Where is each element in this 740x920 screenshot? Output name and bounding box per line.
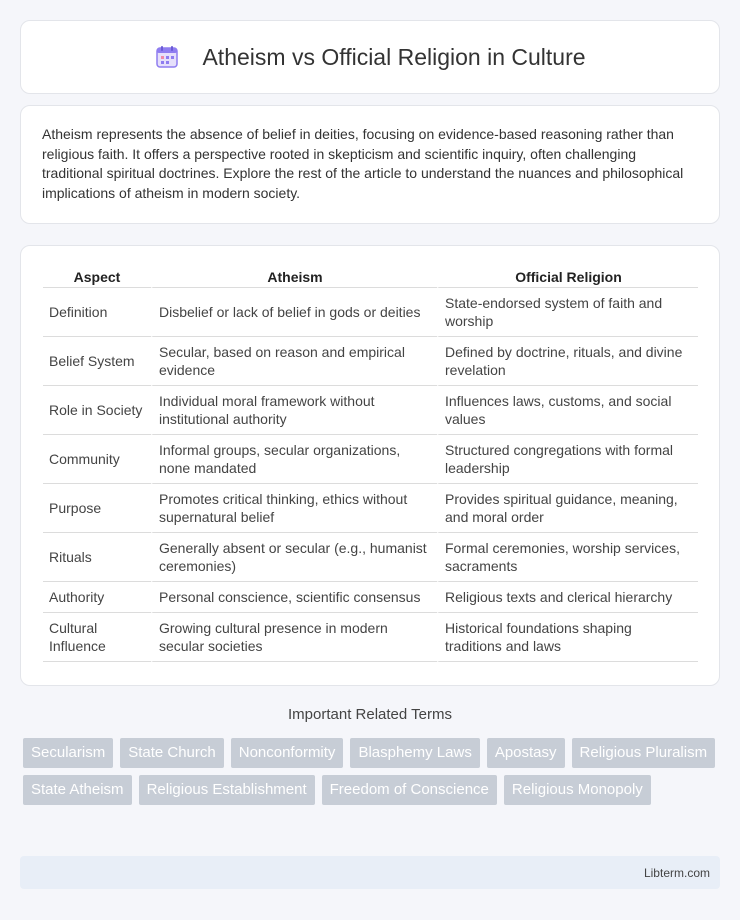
table-cell-official-religion: Religious texts and clerical hierarchy bbox=[437, 582, 698, 613]
table-cell-atheism: Generally absent or secular (e.g., humanist ceremonies) bbox=[151, 533, 437, 582]
comparison-table bbox=[43, 266, 698, 662]
table-cell-atheism: Promotes critical thinking, ethics without supernatural belief bbox=[151, 484, 437, 533]
table-cell-aspect: Authority bbox=[43, 582, 151, 613]
table-cell-official-religion: Formal ceremonies, worship services, sacraments bbox=[437, 533, 698, 582]
related-term-tag[interactable]: Religious Establishment bbox=[139, 775, 315, 805]
table-row bbox=[43, 337, 698, 386]
table-cell-aspect: Belief System bbox=[43, 337, 151, 386]
table-cell-official-religion: Influences laws, customs, and social values bbox=[437, 386, 698, 435]
table-cell-official-religion: Provides spiritual guidance, meaning, and moral order bbox=[437, 484, 698, 533]
table-cell-atheism: Informal groups, secular organizations, none mandated bbox=[151, 435, 437, 484]
table-cell-atheism: Disbelief or lack of belief in gods or deities bbox=[151, 288, 437, 337]
table-row bbox=[43, 288, 698, 337]
table-cell-official-religion: Defined by doctrine, rituals, and divine revelation bbox=[437, 337, 698, 386]
calendar-icon bbox=[154, 44, 180, 70]
column-header-official-religion: Official Religion bbox=[437, 266, 698, 288]
column-header-atheism: Atheism bbox=[151, 266, 437, 288]
table-row bbox=[43, 613, 698, 662]
page-title: Atheism vs Official Religion in Culture bbox=[202, 43, 586, 70]
table-cell-aspect: Community bbox=[43, 435, 151, 484]
related-terms-heading: Important Related Terms bbox=[288, 706, 452, 723]
table-cell-official-religion: Historical foundations shaping traditions and laws bbox=[437, 613, 698, 662]
related-term-tag[interactable]: Nonconformity bbox=[231, 738, 344, 768]
table-cell-aspect: Purpose bbox=[43, 484, 151, 533]
table-cell-official-religion: State-endorsed system of faith and worship bbox=[437, 288, 698, 337]
table-cell-atheism: Individual moral framework without institutional authority bbox=[151, 386, 437, 435]
related-term-tag[interactable]: Blasphemy Laws bbox=[350, 738, 479, 768]
related-term-tag[interactable]: Freedom of Conscience bbox=[322, 775, 497, 805]
table-cell-aspect: Definition bbox=[43, 288, 151, 337]
table-cell-atheism: Secular, based on reason and empirical evidence bbox=[151, 337, 437, 386]
related-term-tag[interactable]: State Church bbox=[120, 738, 224, 768]
related-term-tag[interactable]: Religious Monopoly bbox=[504, 775, 651, 805]
intro-card bbox=[20, 105, 720, 224]
intro-text: Atheism represents the absence of belief in deities, focusing on evidence-based reasoning rather than religious faith. It offers a perspective rooted in skepticism and scientific inquiry, often challenging traditional spiritual doctrines. Explore the rest of the article to understand the nuances and philosophical implications of atheism in modern society. bbox=[42, 126, 684, 201]
related-term-tag[interactable]: Secularism bbox=[23, 738, 113, 768]
table-row bbox=[43, 533, 698, 582]
related-term-tag[interactable]: Religious Pluralism bbox=[572, 738, 716, 768]
table-row bbox=[43, 435, 698, 484]
table-cell-aspect: Rituals bbox=[43, 533, 151, 582]
table-cell-aspect: Role in Society bbox=[43, 386, 151, 435]
comparison-card bbox=[20, 245, 720, 686]
table-header-row bbox=[43, 266, 698, 288]
footer bbox=[20, 856, 720, 889]
related-term-tag[interactable]: State Atheism bbox=[23, 775, 132, 805]
header-card bbox=[20, 20, 720, 94]
table-cell-atheism: Growing cultural presence in modern secular societies bbox=[151, 613, 437, 662]
table-cell-official-religion: Structured congregations with formal leadership bbox=[437, 435, 698, 484]
related-term-tag[interactable]: Apostasy bbox=[487, 738, 565, 768]
table-row bbox=[43, 386, 698, 435]
table-row bbox=[43, 484, 698, 533]
footer-brand-link[interactable]: Libterm.com bbox=[643, 865, 710, 880]
column-header-aspect: Aspect bbox=[43, 266, 151, 288]
related-terms-list bbox=[23, 738, 723, 805]
table-row bbox=[43, 582, 698, 613]
table-cell-aspect: Cultural Influence bbox=[43, 613, 151, 662]
table-cell-atheism: Personal conscience, scientific consensus bbox=[151, 582, 437, 613]
